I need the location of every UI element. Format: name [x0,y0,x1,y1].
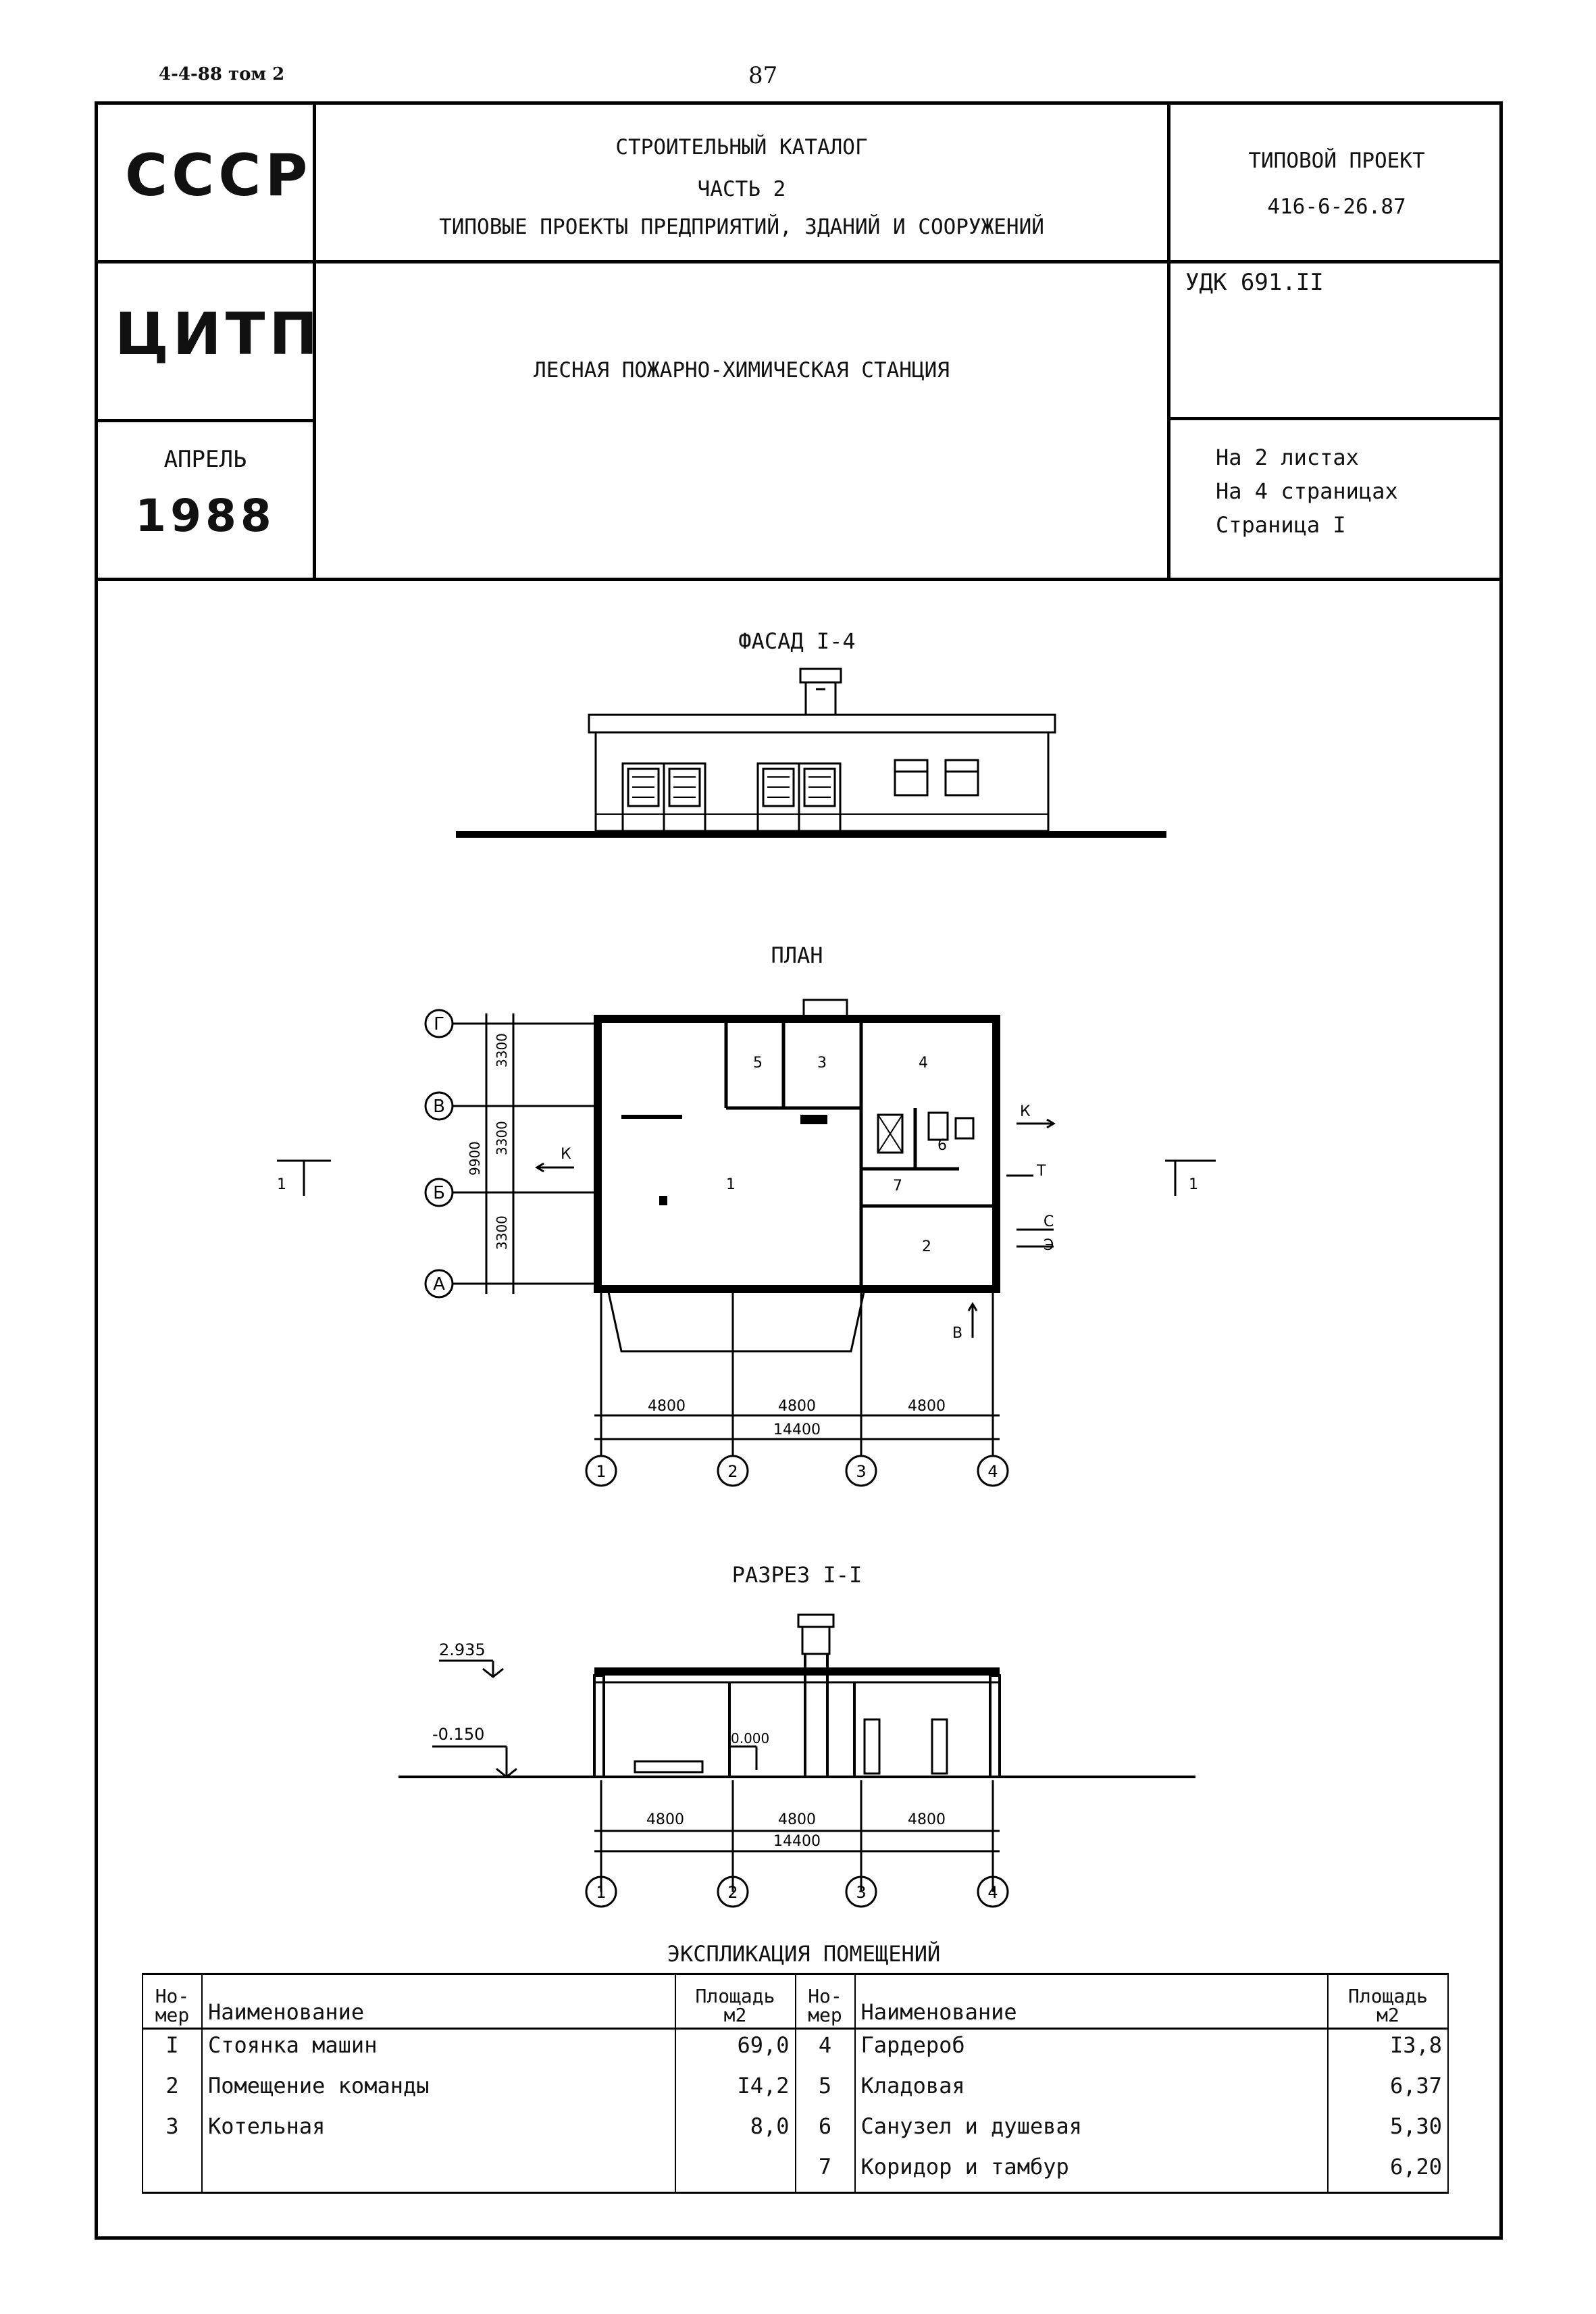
header-bottom-rule [95,578,1503,581]
catalog-line-3: ТИПОВЫЕ ПРОЕКТЫ ПРЕДПРИЯТИЙ, ЗДАНИЙ И СООРУЖЕНИЙ [439,215,1044,239]
axis-label-v: В [433,1097,445,1117]
sec-axis-num-2: 2 [727,1883,738,1902]
room-2-number: 2 [922,1238,931,1255]
volume-label: 4-4-88 том 2 [159,64,285,84]
header-hline-right [1167,417,1503,420]
axis-label-a: А [433,1274,445,1294]
page-index: Страница I [1216,512,1346,538]
catalog-line-1: СТРОИТЕЛЬНЫЙ КАТАЛОГ [615,135,868,159]
header-hline-left [95,419,316,422]
axis-num-2: 2 [727,1462,738,1481]
level-top: 2.935 [439,1640,486,1659]
dim-v-2: 3300 [494,1121,510,1155]
sec-axis-num-3: 3 [856,1883,867,1902]
document-title: ЛЕСНАЯ ПОЖАРНО-ХИМИЧЕСКАЯ СТАНЦИЯ [534,358,950,382]
row-area: 6,37 [1328,2070,1448,2111]
axis-num-3: 3 [856,1462,867,1481]
section-title: РАЗРЕЗ I-I [731,1562,863,1588]
level-ground: -0.150 [432,1725,485,1744]
facade-drawing [446,662,1175,858]
row-area: I4,2 [675,2070,796,2111]
row-num: 6 [796,2111,855,2151]
entry-mark-s: С [1044,1213,1054,1230]
row-area: 8,0 [675,2111,796,2151]
row-name: Котельная [202,2111,675,2151]
section-mark-left: 1 [277,1176,286,1193]
sec-dim-h-total: 14400 [773,1833,821,1850]
header-num-right: Но- мер [796,1974,855,2029]
explication-table [142,1973,1449,2194]
header-name-left: Наименование [202,1974,675,2029]
row-name: Гардероб [855,2029,1329,2071]
header-name-right: Наименование [855,1974,1329,2029]
room-6-number: 6 [937,1137,947,1154]
room-7-number: 7 [893,1178,902,1194]
row-area: I3,8 [1328,2029,1448,2071]
pages-count: На 4 страницах [1216,478,1398,504]
header-hline-1 [95,260,1503,263]
sec-dim-h-3: 4800 [908,1811,946,1828]
sec-dim-h-1: 4800 [646,1811,684,1828]
axis-label-g: Г [434,1014,444,1034]
row-num: 4 [796,2029,855,2071]
dim-h-2: 4800 [778,1398,816,1415]
entry-mark-e: Э [1044,1237,1054,1254]
year-label: 1988 [135,490,276,542]
row-name: Коридор и тамбур [855,2151,1329,2193]
org-label: ЦИТП [115,301,322,368]
row-name: Помещение команды [202,2070,675,2111]
room-5-number: 5 [753,1055,763,1072]
axis-num-1: 1 [596,1462,607,1481]
header-area-left: Площадь м2 [675,1974,796,2029]
axis-num-4: 4 [987,1462,998,1481]
dim-v-1: 3300 [494,1033,510,1067]
sec-dim-h-2: 4800 [778,1811,816,1828]
row-area: 69,0 [675,2029,796,2071]
floor-plan-drawing [277,973,1216,1513]
room-4-number: 4 [919,1055,928,1072]
axis-label-b: Б [433,1183,445,1203]
section-mark-right: 1 [1189,1176,1198,1193]
dim-v-3: 3300 [494,1215,510,1250]
month-label: АПРЕЛЬ [163,446,247,473]
level-floor: 0.000 [731,1730,770,1746]
row-num: 2 [143,2070,202,2111]
explication-title: ЭКСПЛИКАЦИЯ ПОМЕЩЕНИЙ [667,1941,941,1967]
section-drawing [392,1601,1229,1919]
facade-title: ФАСАД I-4 [738,628,856,654]
row-name: Санузел и душевая [855,2111,1329,2151]
entry-mark-v: В [952,1325,963,1342]
row-name: Кладовая [855,2070,1329,2111]
catalog-line-2: ЧАСТЬ 2 [697,177,786,201]
row-name: Стоянка машин [202,2029,675,2071]
row-area: 6,20 [1328,2151,1448,2193]
row-num: I [143,2029,202,2071]
row-num: 7 [796,2151,855,2193]
header-vline-2 [1167,101,1170,580]
project-number: 416-6-26.87 [1267,195,1406,219]
room-1-number: 1 [726,1176,736,1193]
table-row [143,2070,1448,2111]
sheets-count: На 2 листах [1216,445,1359,470]
entry-mark-k-right: К [1020,1103,1031,1120]
explication-header-row [143,1974,1448,2029]
plan-title: ПЛАН [771,942,823,968]
ussr-label: СССР [125,142,312,209]
row-area: 5,30 [1328,2111,1448,2151]
dim-h-total: 14400 [773,1422,821,1438]
project-label: ТИПОВОЙ ПРОЕКТ [1248,149,1425,173]
dim-h-3: 4800 [908,1398,946,1415]
header-num-left: Но- мер [143,1974,202,2029]
table-row [143,2151,1448,2193]
sec-axis-num-4: 4 [987,1883,998,1902]
row-num: 3 [143,2111,202,2151]
sec-axis-num-1: 1 [596,1883,607,1902]
row-area [675,2151,796,2193]
room-3-number: 3 [817,1055,827,1072]
table-row [143,2029,1448,2071]
row-num [143,2151,202,2193]
dim-h-1: 4800 [648,1398,686,1415]
entry-mark-k-left: К [561,1146,571,1163]
table-row [143,2111,1448,2151]
udk-label: УДК 691.II [1185,269,1324,296]
header-area-right: Площадь м2 [1328,1974,1448,2029]
entry-mark-t: Т [1037,1163,1046,1180]
row-name [202,2151,675,2193]
page-number: 87 [748,62,778,89]
row-num: 5 [796,2070,855,2111]
dim-v-total: 9900 [467,1141,483,1176]
